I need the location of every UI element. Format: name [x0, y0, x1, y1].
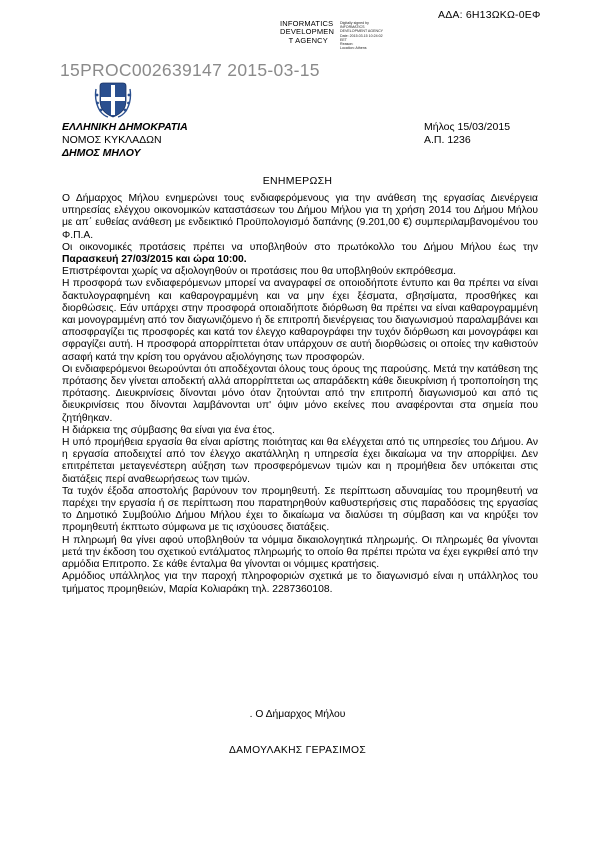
paragraph: Η προσφορά των ενδιαφερόμενων μπορεί να αναγραφεί σε οποιοδήποτε έντυπο και θα πρέπει να είναι δακτυλογραφημένη και καθαρογραμμένη και να μην έχει ξέσματα, σβησίματα, προσθήκες και διορθώσεις. Εάν υπάρχει στην προσφορά οποιαδήποτε διόρθωση θα πρέπει να είναι καθαρογραμμένη και μονογραμμένη από τον διαγωνιζόμενο ή δε επιτροπή διενέργειας του διαγωνισμού παραλαμβάνει και αποσφραγίζει τις προσφορές και κατά τον έλεγχο καθαρογράφει την τυχόν διόρθωση και μονογράφει και σφραγίζει αυτή. Η προσφορά απορρίπτεται όταν υπάρχουν σε αυτή διορθώσεις οι οποίες την καθιστούν ασαφή κατά την κρίση του οργάνου αξιολόγησης των προσφορών.: [62, 278, 538, 363]
paragraph: [62, 242, 538, 266]
signature-meta-line: Digitally signed by: [340, 21, 369, 25]
paragraph: Η υπό προμήθεια εργασία θα είναι αρίστης ποιότητας και θα ελέγχεται από τις υπηρεσίες του Δήμου. Αν η εργασία αποδειχτεί από τον έλεγχο ακατάλληλη η υπηρεσία έχει δικαίωμα να την απορρίψει. Δεν επιτρέπεται μεταγενέστερη αύξηση των προσφερόμενων τιμών και η προμήθεια δεν υπόκειται στις διατάξεις περί αναθεωρήσεως των τιμών.: [62, 437, 538, 485]
paragraph: Η διάρκεια της σύμβασης θα είναι για ένα έτος.: [62, 424, 275, 436]
protocol-ref: Α.Π. 1236: [424, 134, 471, 147]
signature-org-line: T AGENCY: [288, 35, 328, 45]
paragraph: Επιστρέφονται χωρίς να αξιολογηθούν οι προτάσεις που θα υποβληθούν εκπρόθεσμα.: [62, 266, 456, 278]
signature-meta-line: Date: 2015.03.15 10:24:02: [340, 33, 383, 38]
paragraph-text: Οι οικονομικές προτάσεις πρέπει να υποβληθούν στο πρωτόκολλο του Δήμου Μήλου έως την: [62, 241, 538, 253]
place-date: Μήλος 15/03/2015: [424, 121, 511, 133]
sender-prefecture: ΝΟΜΟΣ ΚΥΚΛΑΔΩΝ: [62, 134, 162, 147]
signature-org-line: DEVELOPMEN: [280, 27, 335, 37]
paragraph: Αρμόδιος υπάλληλος για την παροχή πληροφοριών σχετικά με το διαγωνισμό είναι η υπάλληλος του τμήματος προμηθειών, Μαρία Κολιαράκη τηλ. 2287360108.: [62, 571, 538, 595]
signature-meta-line: EET: [340, 37, 347, 42]
signature-meta-line: Reason:: [340, 42, 354, 47]
greek-republic-emblem-icon: [94, 81, 132, 119]
signatory-role: . Ο Δήμαρχος Μήλου: [249, 709, 346, 720]
paragraph: Η πληρωμή θα γίνει αφού υποβληθούν τα νόμιμα δικαιολογητικά πληρωμής. Οι πληρωμές θα γίνονται μετά την έκδοση του σχετικού εντάλματος πληρωμής το οποίο θα πρέπει πρώτα να έχει εγκριθεί από την αρμόδια Επιτροπο. Σε κάθε ένταλμα θα γίνονται οι νόμιμες κρατήσεις.: [62, 534, 538, 571]
document-meta: [424, 121, 510, 147]
digital-signature-org: [280, 19, 335, 45]
document-body: [62, 193, 538, 596]
deadline-text: Παρασκευή 27/03/2015 και ώρα 10:00.: [62, 254, 247, 266]
signature-org-line: INFORMATICS: [280, 19, 334, 28]
protocol-number: 15PROC002639147 2015-03-15: [60, 60, 320, 80]
paragraph: Τα τυχόν έξοδα αποστολής βαρύνουν τον προμηθευτή. Σε περίπτωση αδυναμίας του προμηθευτή να παρέχει την εργασία ή σε περίπτωση που παρατηρηθούν καθυστερήσεις στις παραδόσεις της εργασίας το Δημοτικό Συμβούλιο Δήμου Μήλου έχει το δικαίωμα να διαλύσει τη σύμβαση και να κηρύξει τον προμηθευτή έκπτωτο σύμφωνα με τις ισχύουσες διατάξεις.: [62, 485, 538, 534]
sender-block: [62, 121, 188, 161]
signatory-name: ΔΑΜΟΥΛΑΚΗΣ ΓΕΡΑΣΙΜΟΣ: [228, 745, 367, 756]
paragraph: Ο Δήμαρχος Μήλου ενημερώνει τους ενδιαφερόμενους για την ανάθεση της εργασίας Διενέργεια υπηρεσίας ελέγχου οικονομικών καταστάσεων του Δήμου Μήλου για τη χρήση 2014 του Δήμου Μήλου με απ΄ ευθείας ανάθεση με ενδεικτικό Προϋπολογισμό δαπάνης (9.201,00 €) συμπεριλαμβανομένου του Φ.Π.Α.: [62, 193, 538, 241]
digital-signature-details: [340, 21, 383, 50]
signature-meta-line: DEVELOPMENT AGENCY: [340, 29, 384, 34]
signature-meta-line: Location: Athens: [340, 46, 367, 51]
sender-municipality: ΔΗΜΟΣ ΜΗΛΟΥ: [62, 147, 141, 160]
paragraph: Οι ενδιαφερόμενοι θεωρούνται ότι αποδέχονται όλους τους όρους της παρούσης. Μετά την κατάθεση της πρότασης δεν γίνεται αποδεκτή αλλά απορρίπτεται ως απαράδεκτη κάθε διευκρίνιση ή τροποποίηση της πρότασης. Διευκρινίσεις δίνονται μόνο όταν ζητούνται από την επιτροπή διαγωνισμού και από τις διευκρινίσεις που δίνονται λαμβάνονται υπ' όψιν μόνο εκείνες που αναφέρονται στα σημεία που ζητήθηκαν.: [62, 363, 538, 424]
sender-country: ΕΛΛΗΝΙΚΗ ΔΗΜΟΚΡΑΤΙΑ: [62, 121, 188, 133]
ada-code: ΑΔΑ: 6Η13ΩΚΩ-0ΕΦ: [438, 9, 541, 21]
document-title: ΕΝΗΜΕΡΩΣΗ: [262, 175, 333, 187]
signature-meta-line: INFORMATICS: [340, 25, 365, 30]
